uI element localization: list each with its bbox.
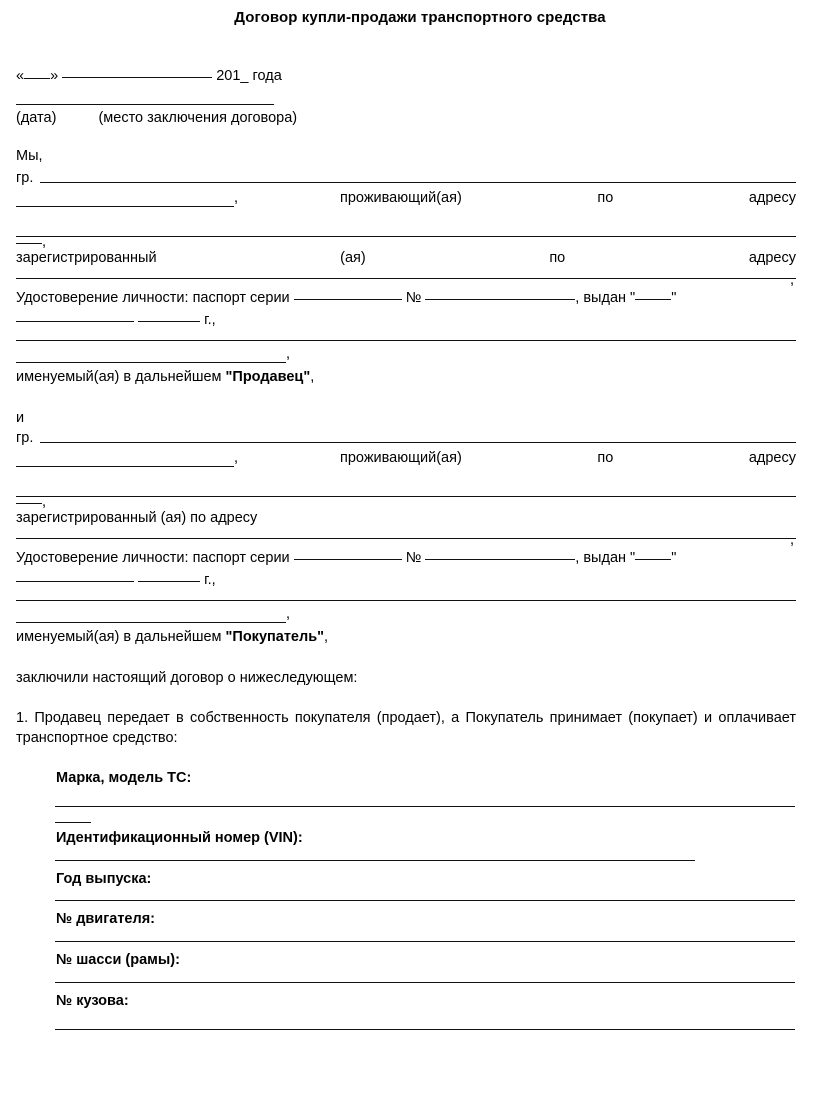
- date-captions: [16, 108, 796, 128]
- date-month-blank[interactable]: [62, 77, 212, 78]
- clause-1: 1. Продавец передает в собственность покупателя (продает), а Покупатель принимает (покупает) и оплачивает транспортное средство:: [16, 710, 796, 746]
- seller-passport-quote-close: ": [671, 290, 677, 306]
- buyer-extra-blank[interactable]: [16, 600, 796, 601]
- date-line: [16, 66, 796, 86]
- vehicle-field-label-vin: Идентификационный номер (VIN):: [56, 830, 303, 846]
- buyer-registered-address-blank[interactable]: [16, 538, 796, 539]
- document-page: Договор купли-продажи транспортного средства « » 201_ года (дата) (место заключения договора) Мы, гр. , проживающий(ая) по адресу , зарегистрированный (ая) по адресу , Удостоверение личности: паспорт серии № , выдан " " г., , именуемый(ая) в дальнейшем "Продавец", и гр. , проживающий(ая) по адресу , зарегистрированный (ая) по адресу , Удостоверение личности: паспорт серии № , выдан " " г., , именуемый(ая) в дальнейшем "Покупатель", заключили настоящий договор о нижеследующем: 1. Продавец передает в собственность покупателя (продает), а Покупатель принимает (покупает) и оплачивает транспортное средство: Марка, модель ТС: Идентификационный номер (VIN): Год выпуска: № двигателя: № шасси (рамы): № кузова:: [0, 0, 840, 1109]
- buyer-address-blank-2[interactable]: [16, 503, 42, 504]
- buyer-passport-quote-close: ": [671, 550, 677, 566]
- buyer-passport-date-line: [16, 570, 796, 590]
- date-year-prefix: 201_: [216, 68, 249, 84]
- buyer-passport-year-blank[interactable]: [138, 581, 200, 582]
- seller-extra-blank[interactable]: [16, 340, 796, 341]
- seller-passport-year-suffix: г.,: [204, 312, 216, 328]
- buyer-registered-label: зарегистрированный (ая) по адресу: [16, 510, 258, 526]
- vehicle-field-blank-year[interactable]: [55, 900, 795, 901]
- seller-name-blank[interactable]: [40, 182, 796, 183]
- seller-passport-month-blank[interactable]: [16, 321, 134, 322]
- seller-citizen-prefix: гр.: [16, 170, 34, 186]
- seller-designation-suffix: ,: [310, 369, 315, 385]
- vehicle-field-blank-engine[interactable]: [55, 941, 795, 942]
- seller-registered-address-blank[interactable]: [16, 278, 796, 279]
- seller-address-blank[interactable]: [16, 236, 796, 237]
- buyer-passport-label: Удостоверение личности: паспорт серии: [16, 550, 290, 566]
- date-day-blank[interactable]: [24, 78, 50, 79]
- buyer-designation: [16, 627, 796, 647]
- buyer-passport-number-label: №: [405, 550, 422, 566]
- seller-registered-comma: ,: [790, 272, 795, 288]
- date-quote-open: «: [16, 68, 25, 84]
- place-caption: (место заключения договора): [98, 110, 298, 126]
- buyer-citizen-prefix: гр.: [16, 430, 34, 446]
- buyer-passport-series-blank[interactable]: [294, 559, 402, 560]
- vehicle-field-label-brand: Марка, модель ТС:: [56, 770, 192, 786]
- seller-extra-blank-2[interactable]: [16, 362, 286, 363]
- seller-designation: [16, 367, 796, 387]
- vehicle-field-blank-vin[interactable]: [55, 860, 695, 861]
- date-caption-left: (дата): [16, 110, 57, 126]
- buyer-registered-comma: ,: [790, 532, 795, 548]
- seller-registered-label: зарегистрированный (ая) по адресу: [16, 250, 796, 266]
- vehicle-field-label-engine: № двигателя:: [56, 911, 155, 927]
- date-year-word: года: [252, 68, 282, 84]
- buyer-name-blank[interactable]: [40, 442, 796, 443]
- seller-designation-prefix: именуемый(ая) в дальнейшем: [16, 369, 222, 385]
- vehicle-field-label-body: № кузова:: [56, 993, 129, 1009]
- vehicle-field-blank-body[interactable]: [55, 1029, 795, 1030]
- buyer-passport-month-blank[interactable]: [16, 581, 134, 582]
- buyer-passport-year-suffix: г.,: [204, 572, 216, 588]
- seller-passport-number-label: №: [405, 290, 422, 306]
- buyer-name-blank-2[interactable]: [16, 466, 234, 467]
- buyer-passport-quote-open: ": [630, 550, 636, 566]
- seller-passport-label: Удостоверение личности: паспорт серии: [16, 290, 290, 306]
- seller-designation-name: "Продавец": [225, 369, 311, 385]
- vehicle-field-label-chassis: № шасси (рамы):: [56, 952, 180, 968]
- parties-conjunction: и: [16, 410, 25, 426]
- buyer-address-blank[interactable]: [16, 496, 796, 497]
- seller-passport-year-blank[interactable]: [138, 321, 200, 322]
- buyer-passport-number-blank[interactable]: [425, 559, 575, 560]
- parties-intro: Мы,: [16, 148, 43, 164]
- seller-passport-day-blank[interactable]: [635, 299, 671, 300]
- seller-passport-series-blank[interactable]: [294, 299, 402, 300]
- buyer-designation-suffix: ,: [324, 629, 329, 645]
- seller-passport-issued-label: , выдан: [575, 290, 627, 306]
- buyer-designation-name: "Покупатель": [225, 629, 324, 645]
- buyer-residing-label: проживающий(ая) по адресу: [340, 450, 796, 466]
- seller-address-blank-2[interactable]: [16, 243, 42, 244]
- seller-passport-number-blank[interactable]: [425, 299, 575, 300]
- buyer-passport-line: [16, 548, 796, 568]
- seller-passport-quote-open: ": [630, 290, 636, 306]
- buyer-passport-day-blank[interactable]: [635, 559, 671, 560]
- seller-passport-line: [16, 288, 796, 308]
- vehicle-field-blank-brand-2[interactable]: [55, 822, 91, 823]
- seller-residing-label: проживающий(ая) по адресу: [340, 190, 796, 206]
- date-quote-close: »: [50, 68, 59, 84]
- buyer-extra-blank-2[interactable]: [16, 622, 286, 623]
- buyer-passport-issued-label: , выдан: [575, 550, 627, 566]
- seller-name-blank-2[interactable]: [16, 206, 234, 207]
- vehicle-field-label-year: Год выпуска:: [56, 871, 152, 887]
- agreement-statement: заключили настоящий договор о нижеследующем:: [16, 670, 358, 686]
- vehicle-field-blank-chassis[interactable]: [55, 982, 795, 983]
- buyer-designation-prefix: именуемый(ая) в дальнейшем: [16, 629, 222, 645]
- page-title: Договор купли-продажи транспортного средства: [234, 9, 606, 26]
- place-of-contract-blank[interactable]: [16, 104, 274, 105]
- vehicle-field-blank-brand[interactable]: [55, 806, 795, 807]
- seller-passport-date-line: [16, 310, 796, 330]
